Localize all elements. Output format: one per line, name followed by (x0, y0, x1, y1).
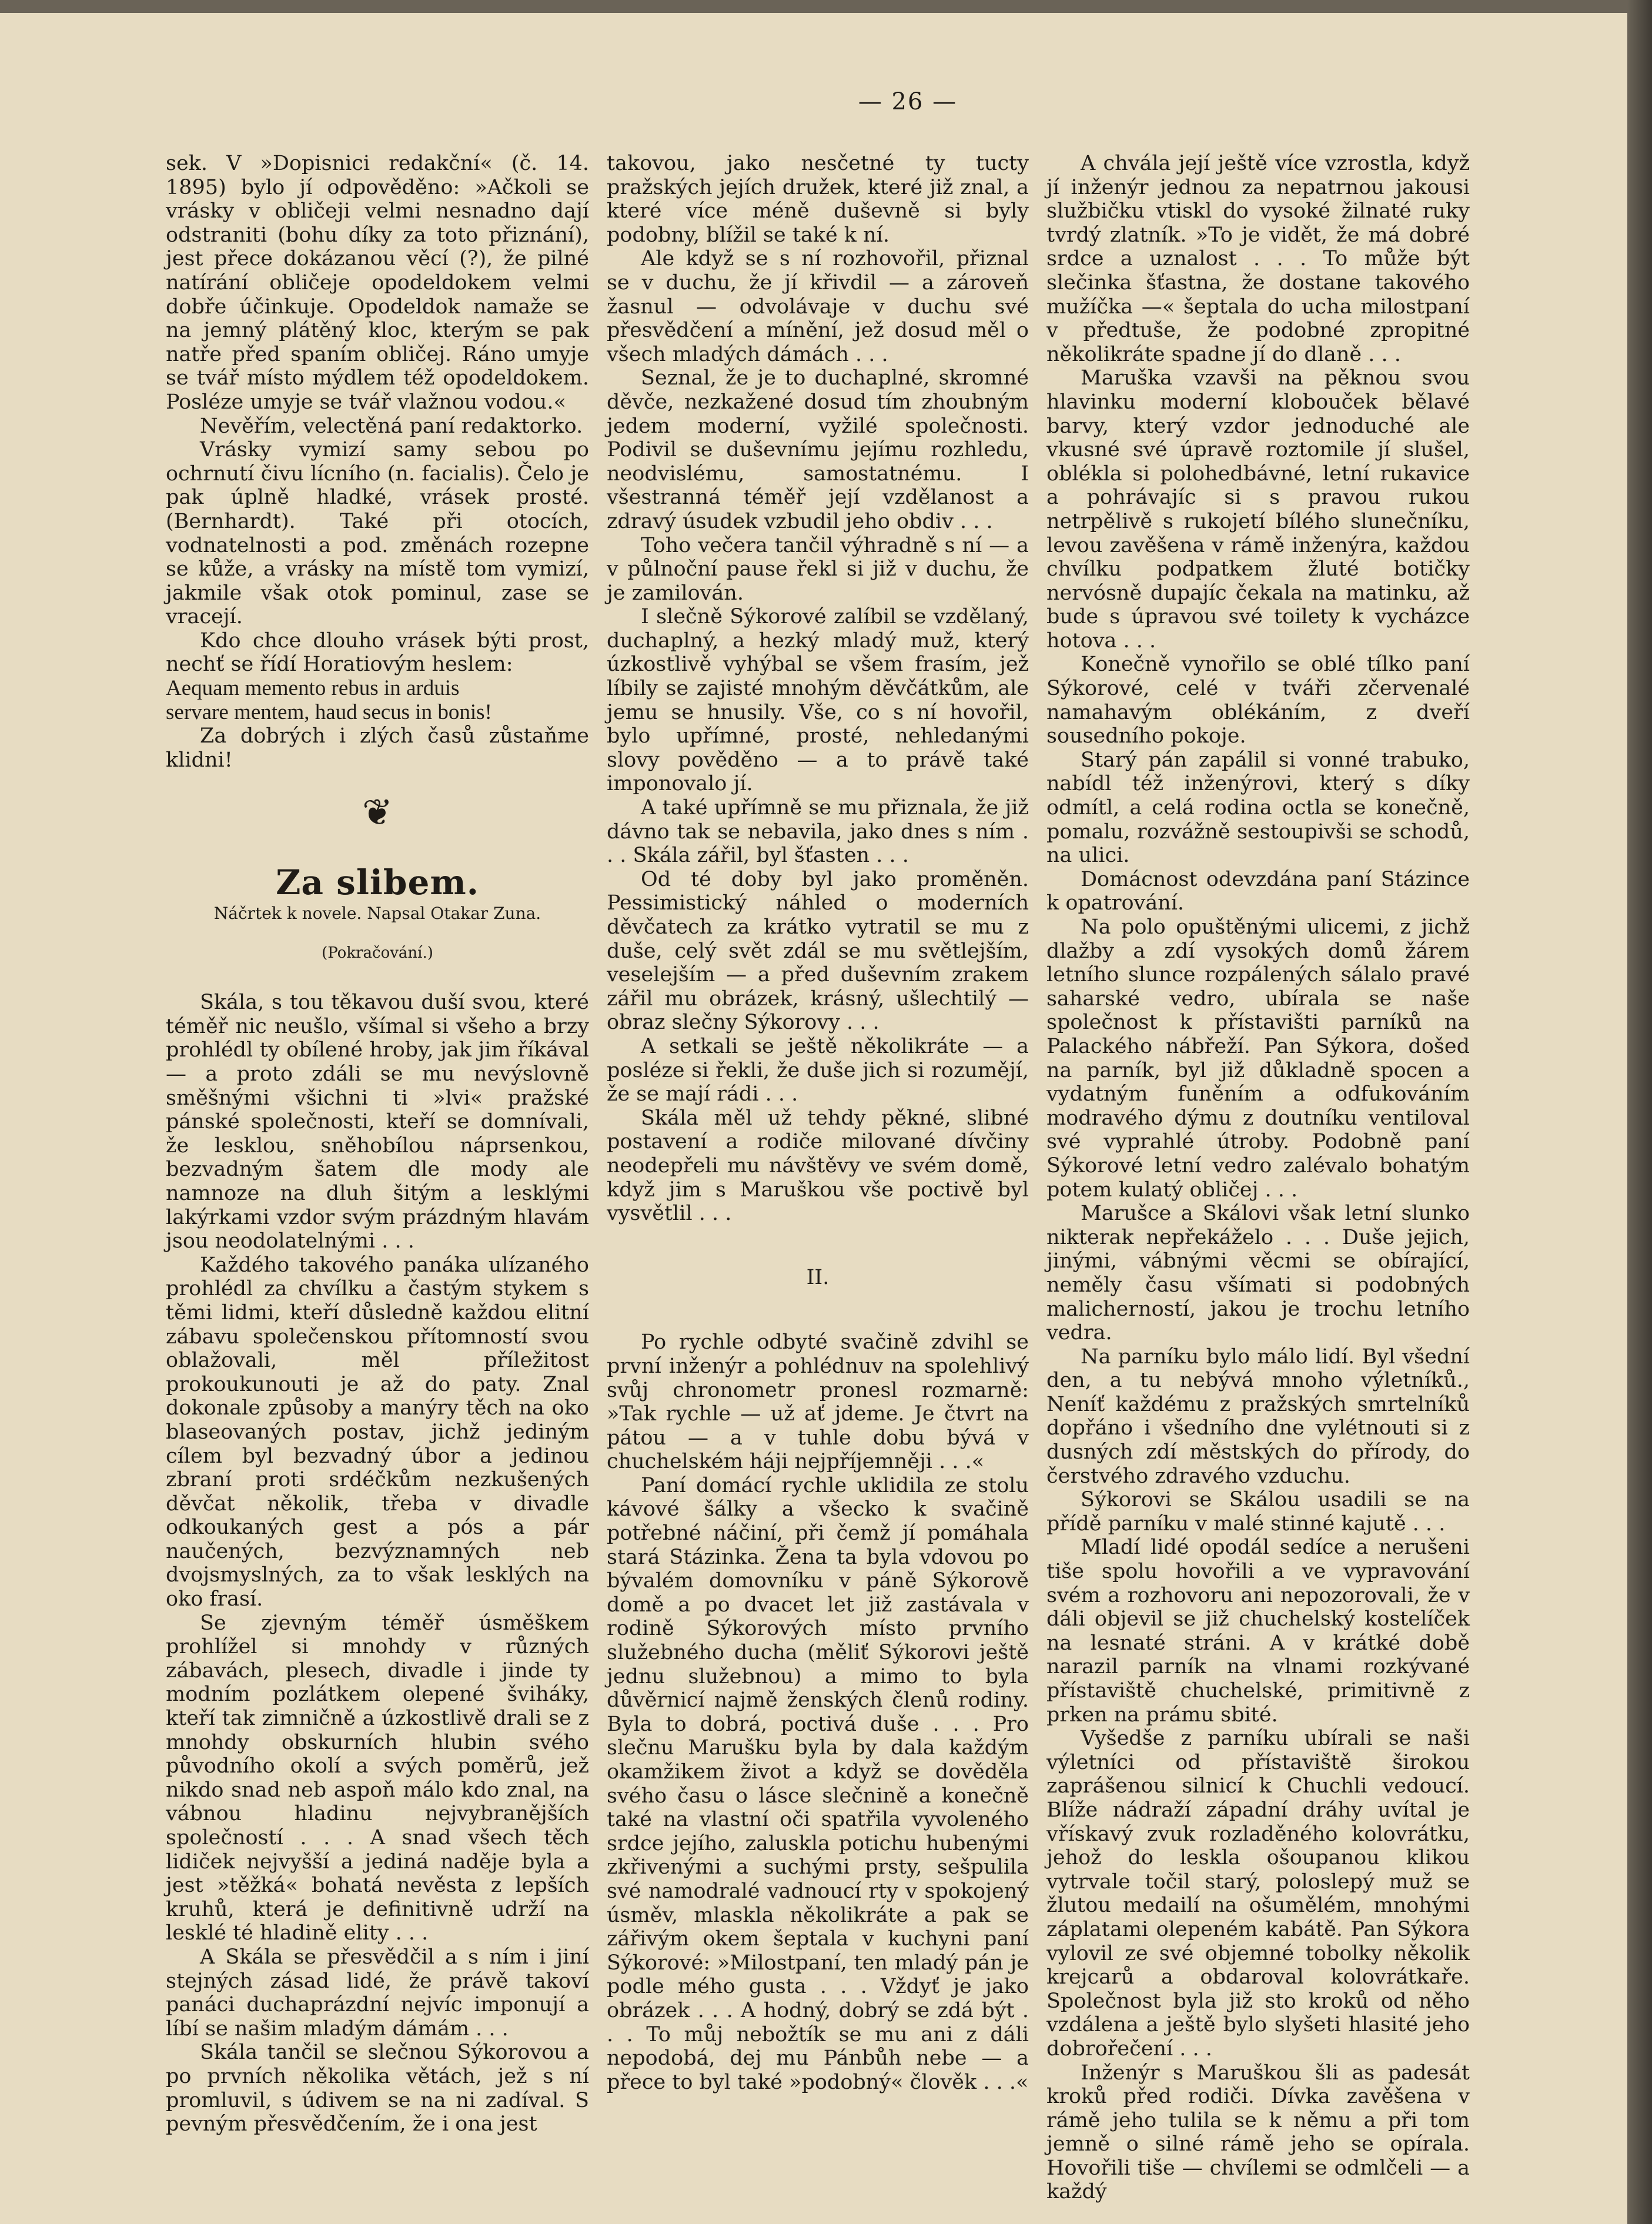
paragraph: Ale když se s ní rozhovořil, přiznal se v duchu, že jí křivdil — a zároveň žasnul — odvolávaje v duchu své přesvědčení a mínění, jež dosud měl o všech mladých dámách . . . (607, 247, 1029, 366)
paragraph: Vyšedše z parníku ubírali se naši výletníci od přístaviště širokou zaprášenou silnicí k Chuchli vedoucí. Blíže nádraží západní dráhy uvítal je vřískavý zvuk rozladěného kolovrátku, jehož do leskla ošoupanou klikou vytrvale točil starý, poloslepý muž se žlutou medailí na ošumělém, mnohými záplatami olepeném kabátě. Pan Sýkora vylovil ze své objemné tobolky několik krejcarů a obdaroval kolovrátkaře. Společnost byla již sto kroků od něho vzdálena a ještě bylo slyšeti hlasité jeho dobrořečení . . . (1046, 1727, 1470, 2061)
paragraph: Seznal, že je to duchaplné, skromné děvče, nezkažené dosud tím zhoubným jedem moderní, vyžilé společnosti. Podivil se duševnímu jejímu rozhledu, neodvislému, samostatnému. I všestranná téměř její vzdělanost a zdravý úsudek vzbudil jeho obdiv . . . (607, 366, 1029, 533)
paragraph: Starý pán zapálil si vonné trabuko, nabídl též inženýrovi, který s díky odmítl, a celá rodina octla se konečně, pomalu, rozvážně sestoupivši se schodů, na ulici. (1046, 748, 1470, 868)
text-column-left (166, 152, 589, 2136)
paragraph: Inženýr s Maruškou šli as padesát kroků před rodiči. Dívka zavěšena v rámě jeho tulila se k němu a při tom jemně o silné rámě jeho se opírala. Hovořili tiše — chvílemi se odmlčeli — a každý (1046, 2061, 1470, 2204)
story-subtitle: Náčrtek k novele. Napsal Otakar Zuna. (213, 904, 541, 924)
paragraph: Domácnost odevzdána paní Stázince k opatrování. (1046, 867, 1470, 915)
paragraph: Každého takového panáka ulízaného prohlédl za chvílku a častým stykem s těmi lidmi, kteří důsledně každou elitní zábavu společenskou přítomností svou oblažovali, měl příležitost prokoukunouti je až do paty. Znal dokonale způsoby a manýry těch na oko blaseovaných postav, jichž jediným cílem byl bezvadný úbor a jedinou zbraní proti srdéčkům nezkušených děvčat několik, třeba v divadle odkoukaných gest a pós a pár naučených, bezvýznamných neb dvojsmyslných, za to však lesklých na oko frasí. (166, 1253, 589, 1611)
paragraph: Paní domácí rychle uklidila ze stolu kávové šálky a všecko k svačině potřebné náčiní, při čemž jí pomáhala stará Stázinka. Žena ta byla vdovou po bývalém domovníku v páně Sýkorově domě a po dvacet let již zastávala v rodině Sýkorových místo prvního služebného ducha (měliť Sýkorovi ještě jednu služebnou) a mimo to byla důvěrnicí najmě ženských členů rodiny. Byla to dobrá, poctivá duše . . . Pro slečnu Marušku byla by dala každým okamžikem život a když se dověděla svého času o lásce slečnině a konečně také na vlastní oči spatřila vyvoleného srdce jejího, zaluskla potichu hubenými zkřivenými a suchými prsty, sešpulila své namodralé vadnoucí rty v spokojený úsměv, mlaskla několikráte a pak se zářivým okem šeptala v kuchyni paní Sýkorové: »Milostpaní, ten mladý pán je podle mého gusta . . . Vždyť je jako obrázek . . . A hodný, dobrý se zdá být . . . To můj nebožtík se mu ani z dáli nepodobá, dej mu Pánbůh nebe — a přece to byl také »podobný« člověk . . .« (607, 1473, 1029, 2094)
paragraph: Kdo chce dlouho vrásek býti prost, nechť se řídí Horatiovým heslem: (166, 628, 589, 677)
chapter-number: II. (806, 1265, 830, 1289)
ornament-icon: ❦ (362, 791, 393, 834)
paragraph: Marušce a Skálovi však letní slunko nikterak nepřekáželo . . . Duše jejich, jinými, vábnými věcmi se obírající, neměly času všímati si podobných malicherností, jakou je trochu letního vedra. (1046, 1202, 1470, 1345)
paragraph: A chvála její ještě více vzrostla, když jí inženýr jednou za nepatrnou jakousi službičku vtiskl do vysoké žilnaté ruky tvrdý zlatník. »To je vidět, že má dobré srdce a uznalost . . . To může být slečinka šťastna, že dostane takového mužíčka —« šeptala do ucha milostpaní v předtuše, že podobné zpropitné několikráte spadne jí do dlaně . . . (1046, 152, 1470, 366)
paragraph: Vrásky vymizí samy sebou po ochrnutí čivu lícního (n. facialis). Čelo je pak úplně hladké, vrásek prosté. (Bernhardt). Také při otocích, vodnatelnosti a pod. změnách rozepne se kůže, a vrásky na místě tom vymizí, jakmile však otok pominul, zase se vracejí. (166, 438, 589, 629)
paragraph: Skála měl už tehdy pěkné, slibné postavení a rodiče milované dívčiny neodepřeli mu návštěvy ve svém domě, když jim s Maruškou vše poctivě byl vysvětlil . . . (607, 1106, 1029, 1226)
paragraph: Konečně vynořilo se oblé tílko paní Sýkorové, celé v tváři zčervenalé namahavým oblékáním, z dveří sousedního pokoje. (1046, 653, 1470, 748)
text-column-right (1046, 152, 1470, 2204)
paragraph: A setkali se ještě několikráte — a posléze si řekli, že duše jich si rozumějí, že se mají rádi . . . (607, 1034, 1029, 1106)
paragraph: A Skála se přesvědčil a s ním i jiní stejných zásad lidé, že právě takoví panáci duchaprázdní nejvíc imponují a líbí se našim mladým dámám . . . (166, 1945, 589, 2041)
paragraph: Na polo opuštěnými ulicemi, z jichž dlažby a zdí vysokých domů žárem letního slunce rozpálených sálalo pravé saharské vedro, ubírala se naše společnost k přístavišti parníků na Palackého nábřeží. Pan Sýkora, došed na parník, byl již důkladně spocen a vydatným funěním a odfukováním modravého dýmu z doutníku ventiloval své vyprahlé útroby. Podobně paní Sýkorové letní vedro zalévalo bohatým potem kulatý obličej . . . (1046, 915, 1470, 1202)
story-title: Za slibem. (276, 862, 479, 903)
latin-quote-line: servare mentem, haud secus in bonis! (166, 700, 492, 724)
continuation-note: (Pokračování.) (322, 944, 433, 962)
paragraph: Skála tančil se slečnou Sýkorovou a po prvních několika větách, jež s ní promluvil, s údivem se na ni zadíval. S pevným přesvědčením, že i ona jest (166, 2041, 589, 2136)
paragraph: Se zjevným téměř úsměškem prohlížel si mnohdy v různých zábavách, plesech, divadle i jinde ty modním pozlátkem olepené šviháky, kteří tak zimničně a úzkostlivě drali se z mnohdy obskurních hlubin svého původního okolí a svých poměrů, jež nikdo snad neb aspoň málo kdo znal, na vábnou hladinu nejvybranějších společností . . . A snad všech těch lidiček nejvyšší a jediná naděje byla a jest »těžká« bohatá nevěsta z lepších kruhů, která je definitivně udrží na lesklé té hladině elity . . . (166, 1611, 589, 1945)
paragraph: Nevěřím, velectěná paní redaktorko. (200, 414, 583, 438)
paragraph: I slečně Sýkorové zalíbil se vzdělaný, duchaplný, a hezký mladý muž, který úzkostlivě vyhýbal se všem frasím, jež líbily se zajisté mnohým děvčátkům, ale jemu se hnusily. Vše, co s ní hovořil, bylo upřímné, prosté, nehledanými slovy pověděno — a to právě také imponovalo jí. (607, 605, 1029, 796)
book-page (0, 13, 1627, 2224)
book-spine-shadow (1627, 0, 1652, 2224)
paragraph: Za dobrých i zlých časů zůstaňme klidni! (166, 724, 589, 772)
paragraph: Po rychle odbyté svačině zdvihl se první inženýr a pohlédnuv na spolehlivý svůj chronometr pronesl rozmarně: »Tak rychle — už ať jdeme. Je čtvrt na pátou — a v tuhle dobu bývá v chuchelském háji nejpříjemněji . . .« (607, 1330, 1029, 1474)
text-column-middle (607, 152, 1029, 2094)
paragraph: Sýkorovi se Skálou usadili se na přídě parníku v malé stinné kajutě . . . (1046, 1488, 1470, 1536)
paragraph: sek. V »Dopisnici redakční« (č. 14. 1895) bylo jí odpověděno: »Ačkoli se vrásky v obličeji velmi nesnadno dají odstraniti (bohu díky za toto přiznání), jest přece dokázanou věcí (?), že pilné natírání obličeje opodeldokem velmi dobře účinkuje. Opodeldok namaže se na jemný plátěný kloc, kterým se pak natře před spaním obličej. Ráno umyje se tvář místo mýdlem též opodeldokem. Posléze umyje se tvář vlažnou vodou.« (166, 152, 589, 414)
paragraph: Mladí lidé opodál sedíce a nerušeni tiše spolu hovořili a ve vypravování svém a rozhovoru ani nepozorovali, že v dáli objevil se již chuchelský kostelíček na lesnaté stráni. A v krátké době narazil parník na vlnami rozkývané přístaviště chuchelské, primitivně z prken na prámu sbité. (1046, 1536, 1470, 1727)
paragraph: A také upřímně se mu přiznala, že již dávno tak se nebavila, jako dnes s ním . . . Skála zářil, byl šťasten . . . (607, 796, 1029, 868)
page-number: — 26 — (858, 88, 958, 115)
paragraph: Na parníku bylo málo lidí. Byl všední den, a tu nebývá mnoho výletníků., Neníť každému z pražských smrtelníků dopřáno i všedního dne vylétnouti si z dusných zdí městských do přírody, do čerstvého zdravého vzduchu. (1046, 1345, 1470, 1488)
paragraph: Toho večera tančil výhradně s ní — a v půlnoční pause řekl si již v duchu, že je zamilován. (607, 533, 1029, 605)
latin-quote-line: Aequam memento rebus in arduis (166, 676, 460, 701)
paragraph: Skála, s tou těkavou duší svou, které téměř nic neušlo, všímal si všeho a brzy prohlédl ty obílené hroby, jak jim říkával — a proto zdáli se mu nevýslovně směšnými všichni ti »lvi« pražské pánské společnosti, kteří se domnívali, že lesklou, sněhobílou náprsenkou, bezvadným šatem dle mody ale namnoze na dluh šitým a lesklými lakýrkami vzdor svým prázdným hlavám jsou neodolatelnými . . . (166, 991, 589, 1253)
paragraph: takovou, jako nesčetné ty tucty pražských jejích družek, které již znal, a které více méně duševně si byly podobny, blížil se také k ní. (607, 152, 1029, 247)
paragraph: Maruška vzavši na pěknou svou hlavinku moderní klobouček bělavé barvy, který vzdor jednoduché ale vkusné své úpravě roztomile jí slušel, oblékla si polohedbávné, letní rukavice a pohrávajíc si s pravou rukou netrpělivě s rukojetí bílého slunečníku, levou zavěšena v rámě inženýra, každou chvílku podpatkem žluté botičky nervósně dupajíc čekala na matinku, až bude s úpravou své toilety k vycházce hotova . . . (1046, 366, 1470, 653)
paragraph: Od té doby byl jako proměněn. Pessimistický náhled o moderních děvčatech za krátko vytratil se mu z duše, celý svět zdál se mu světlejším, veselejším — a před duševním zrakem zářil mu obrázek, krásný, ušlechtilý — obraz slečny Sýkorovy . . . (607, 867, 1029, 1035)
